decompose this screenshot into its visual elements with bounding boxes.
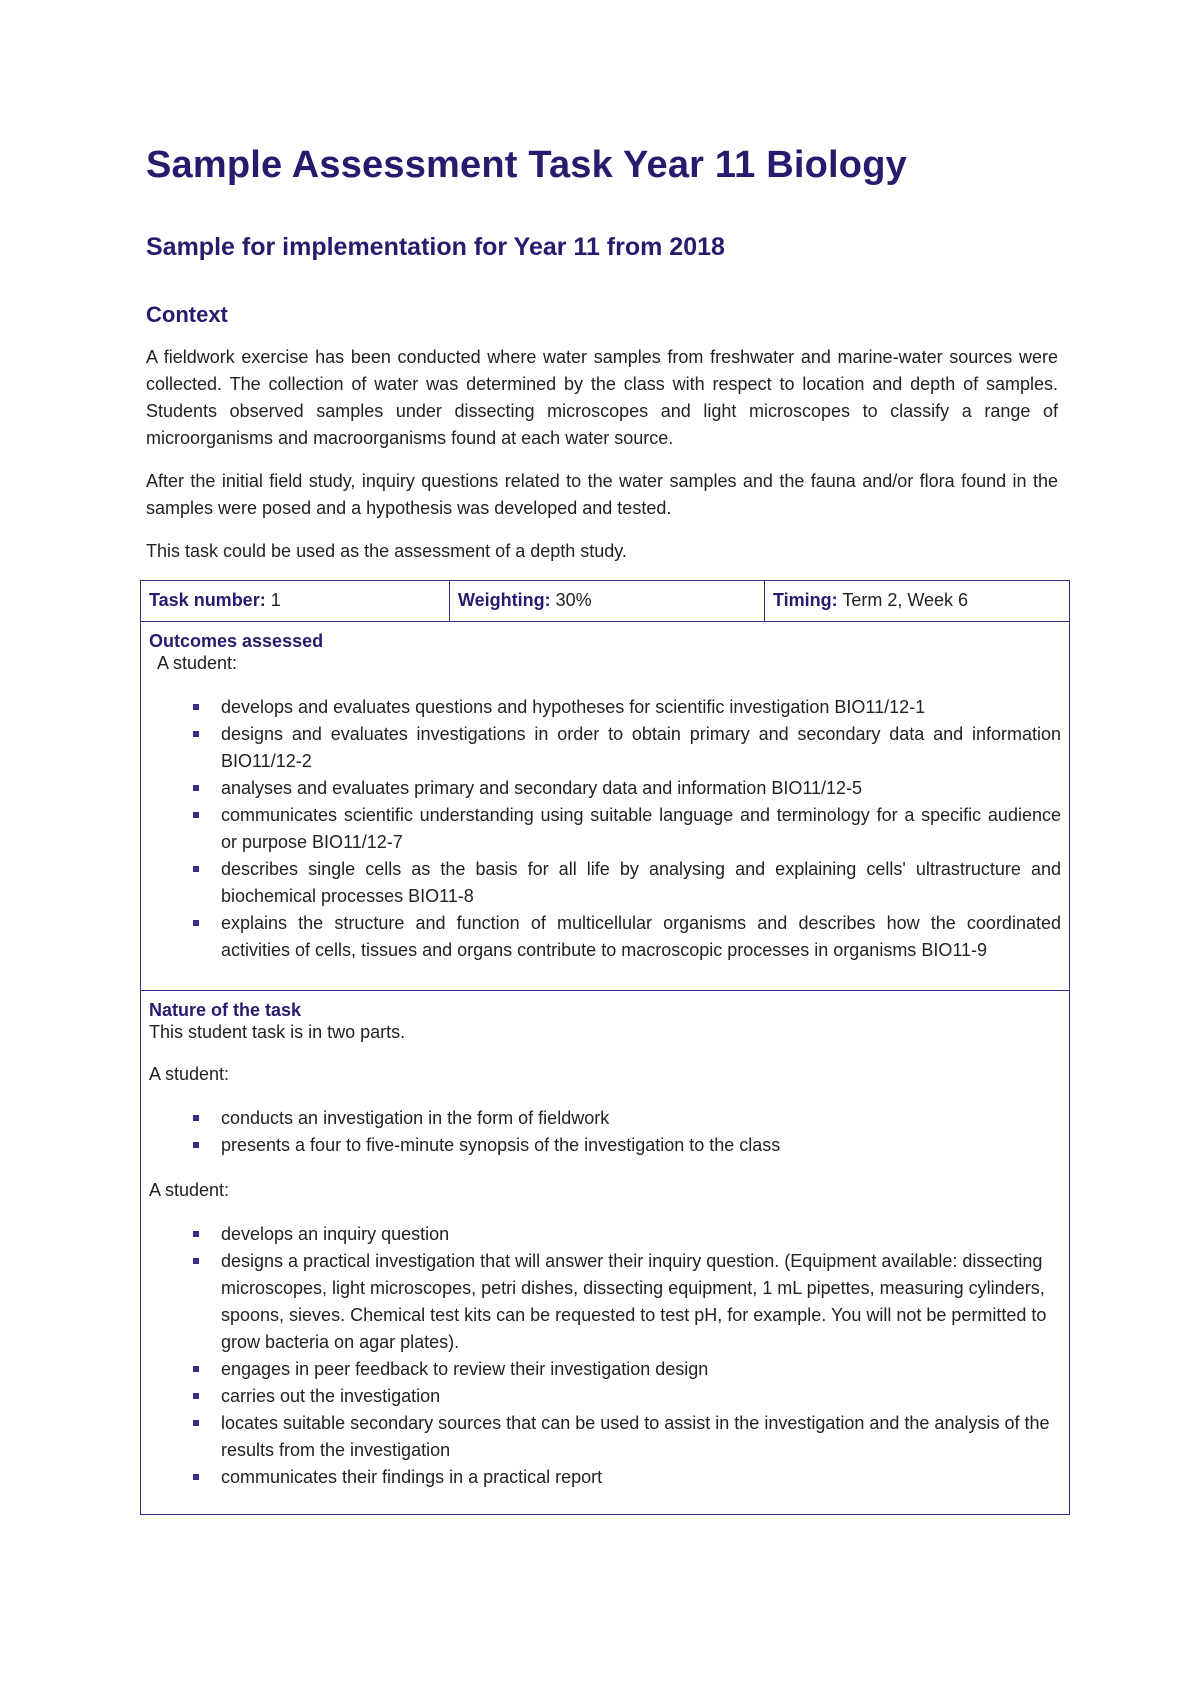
task-number-label: Task number: xyxy=(149,590,266,610)
square-bullet-icon xyxy=(193,785,199,791)
square-bullet-icon xyxy=(193,1142,199,1148)
spacer xyxy=(149,1201,1061,1221)
spacer xyxy=(149,1159,1061,1179)
weighting-label: Weighting: xyxy=(458,590,551,610)
list-item xyxy=(149,775,1061,802)
outcomes-list xyxy=(149,694,1061,964)
square-bullet-icon xyxy=(193,1474,199,1480)
square-bullet-icon xyxy=(193,1258,199,1264)
nature-list-1 xyxy=(149,1105,1061,1159)
list-item xyxy=(149,1248,1061,1356)
task-number-value: 1 xyxy=(265,590,281,610)
list-item xyxy=(149,721,1061,775)
list-item-text: carries out the investigation xyxy=(221,1386,441,1406)
outcomes-section xyxy=(141,622,1069,990)
list-item xyxy=(149,1221,1061,1248)
square-bullet-icon xyxy=(193,731,199,737)
nature-intro: This student task is in two parts. xyxy=(149,1022,406,1042)
list-item-text: designs a practical investigation that will answer their inquiry question. (Equipment available: dissecting microscopes, light microscopes, petri dishes, dissecting equipment, 1 mL pipettes, measuring cylinders, spoons, sieves. Chemical test kits can be requested to test pH, for example. You will not be permitted to grow bacteria on agar plates). xyxy=(221,1251,1047,1352)
timing-label: Timing: xyxy=(773,590,838,610)
list-item-text: conducts an investigation in the form of fieldwork xyxy=(221,1108,610,1128)
list-item-text: communicates their findings in a practical report xyxy=(221,1467,603,1487)
context-paragraph-2: After the initial field study, inquiry questions related to the water samples and the fauna and/or flora found in the samples were posed and a hypothesis was developed and tested. xyxy=(146,471,1058,518)
list-item xyxy=(149,856,1061,910)
list-item-text: locates suitable secondary sources that can be used to assist in the investigation and the analysis of the results from the investigation xyxy=(221,1413,1050,1460)
list-item-text: develops and evaluates questions and hypotheses for scientific investigation BIO11/12-1 xyxy=(221,697,926,717)
list-item xyxy=(149,910,1061,964)
task-number-cell xyxy=(141,581,449,621)
spacer xyxy=(149,1085,1061,1105)
task-summary-row xyxy=(141,581,1069,622)
document-title: Sample Assessment Task Year 11 Biology xyxy=(146,144,907,186)
nature-list-2 xyxy=(149,1221,1061,1491)
square-bullet-icon xyxy=(193,866,199,872)
outcomes-heading: Outcomes assessed xyxy=(149,631,324,651)
list-item-text: engages in peer feedback to review their investigation design xyxy=(221,1359,709,1379)
timing-value: Term 2, Week 6 xyxy=(837,590,969,610)
list-item xyxy=(149,694,1061,721)
task-details-table xyxy=(140,580,1070,1515)
list-item xyxy=(149,1356,1061,1383)
timing-cell xyxy=(764,581,1069,621)
list-item-text: explains the structure and function of multicellular organisms and describes how the coordinated activities of cells, tissues and organs contribute to macroscopic processes in organisms BIO11-9 xyxy=(221,913,1061,960)
list-item xyxy=(149,1464,1061,1491)
nature-section xyxy=(141,990,1069,1514)
square-bullet-icon xyxy=(193,1115,199,1121)
square-bullet-icon xyxy=(193,1231,199,1237)
square-bullet-icon xyxy=(193,1366,199,1372)
outcomes-intro: A student: xyxy=(157,653,238,673)
context-paragraph-3: This task could be used as the assessment of a depth study. xyxy=(146,541,627,561)
square-bullet-icon xyxy=(193,704,199,710)
nature-student-label-2: A student: xyxy=(149,1180,230,1200)
list-item-text: develops an inquiry question xyxy=(221,1224,450,1244)
square-bullet-icon xyxy=(193,812,199,818)
weighting-value: 30% xyxy=(550,590,592,610)
square-bullet-icon xyxy=(193,1420,199,1426)
nature-heading: Nature of the task xyxy=(149,1000,302,1020)
weighting-cell xyxy=(449,581,764,621)
list-item xyxy=(149,802,1061,856)
list-item-text: communicates scientific understanding using suitable language and terminology for a specific audience or purpose BIO11/12-7 xyxy=(221,805,1061,852)
spacer xyxy=(149,1043,1061,1063)
spacer xyxy=(149,674,1061,694)
square-bullet-icon xyxy=(193,1393,199,1399)
list-item-text: presents a four to five-minute synopsis of the investigation to the class xyxy=(221,1135,781,1155)
context-heading: Context xyxy=(146,302,228,327)
list-item xyxy=(149,1383,1061,1410)
list-item-text: designs and evaluates investigations in order to obtain primary and secondary data and information BIO11/12-2 xyxy=(221,724,1061,771)
list-item xyxy=(149,1410,1061,1464)
list-item xyxy=(149,1132,1061,1159)
list-item-text: analyses and evaluates primary and secondary data and information BIO11/12-5 xyxy=(221,778,863,798)
nature-student-label-1: A student: xyxy=(149,1064,230,1084)
document-subtitle: Sample for implementation for Year 11 from 2018 xyxy=(146,233,725,261)
list-item-text: describes single cells as the basis for all life by analysing and explaining cells' ultrastructure and biochemical processes BIO11-8 xyxy=(221,859,1061,906)
list-item xyxy=(149,1105,1061,1132)
context-paragraph-1: A fieldwork exercise has been conducted where water samples from freshwater and marine-water sources were collected. The collection of water was determined by the class with respect to location and depth of samples. Students observed samples under dissecting microscopes and light microscopes to classify a range of microorganisms and macroorganisms found at each water source. xyxy=(146,347,1058,448)
square-bullet-icon xyxy=(193,920,199,926)
